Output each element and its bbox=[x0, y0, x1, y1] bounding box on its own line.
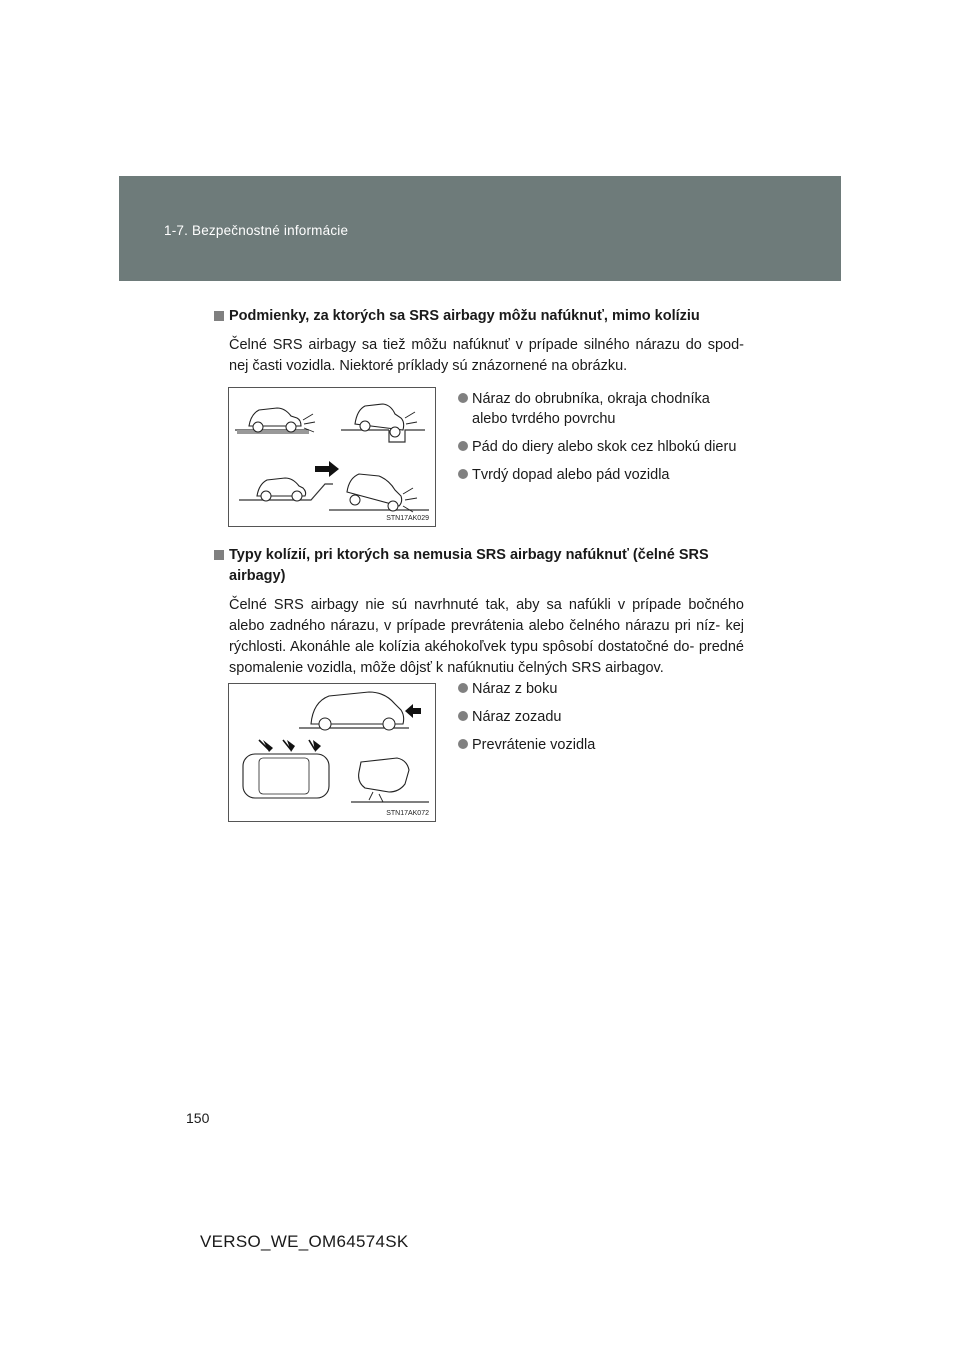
circle-bullet-icon bbox=[458, 469, 468, 479]
collision-types-illustration bbox=[229, 684, 435, 821]
figure-caption: STN17AK029 bbox=[386, 515, 429, 522]
square-bullet-icon bbox=[214, 311, 224, 321]
circle-bullet-icon bbox=[458, 441, 468, 451]
list-item-text: Náraz zozadu bbox=[472, 709, 562, 725]
page-number: 150 bbox=[186, 1110, 210, 1126]
list-item bbox=[458, 735, 748, 755]
square-bullet-icon bbox=[214, 550, 224, 560]
list-item bbox=[458, 389, 748, 429]
list-item-text: Pád do diery alebo skok cez hlbokú dieru bbox=[472, 439, 737, 455]
section-heading bbox=[214, 545, 744, 587]
list-item-text: Prevrátenie vozidla bbox=[472, 737, 596, 753]
section-heading bbox=[214, 306, 744, 327]
figure-collision-types bbox=[228, 683, 436, 822]
section-airbag-non-deployment bbox=[214, 545, 744, 679]
section-body-text: Čelné SRS airbagy sa tiež môžu nafúknuť v prípade silného nárazu do spod- nej časti vozidla. Niektoré príklady sú znázornené na obrázku. bbox=[229, 337, 744, 374]
circle-bullet-icon bbox=[458, 393, 468, 403]
section-heading-text: Podmienky, za ktorých sa SRS airbagy môžu nafúknuť, mimo kolíziu bbox=[229, 308, 700, 324]
impact-examples-list bbox=[458, 389, 748, 493]
section-heading-text: Typy kolízií, pri ktorých sa nemusia SRS airbagy nafúknuť (čelné SRS airbagy) bbox=[229, 547, 709, 584]
list-item-text: Náraz do obrubníka, okraja chodníka alebo tvrdého povrchu bbox=[472, 391, 710, 427]
section-airbag-conditions bbox=[214, 306, 744, 377]
figure-caption: STN17AK072 bbox=[386, 810, 429, 817]
chapter-header-band bbox=[119, 176, 841, 281]
circle-bullet-icon bbox=[458, 683, 468, 693]
list-item bbox=[458, 707, 748, 727]
collision-types-list bbox=[458, 679, 748, 763]
figure-impact-examples bbox=[228, 387, 436, 527]
list-item-text: Tvrdý dopad alebo pád vozidla bbox=[472, 467, 670, 483]
section-body-text: Čelné SRS airbagy nie sú navrhnuté tak, aby sa nafúkli v prípade bočného alebo zadného nárazu, v prípade prevrátenia alebo čelného nárazu pri níz- kej rýchlosti. Akonáhle ale kolízia akéhokoľvek typu spôsobí dostatočné do- predné spomalenie vozidla, môže dôjsť k nafúknutiu čelných SRS airbagov. bbox=[229, 597, 744, 676]
list-item-text: Náraz z boku bbox=[472, 681, 558, 697]
list-item bbox=[458, 679, 748, 699]
list-item bbox=[458, 437, 748, 457]
circle-bullet-icon bbox=[458, 711, 468, 721]
impact-examples-illustration bbox=[229, 388, 435, 526]
document-code: VERSO_WE_OM64574SK bbox=[200, 1232, 409, 1251]
circle-bullet-icon bbox=[458, 739, 468, 749]
list-item bbox=[458, 465, 748, 485]
chapter-title: 1-7. Bezpečnostné informácie bbox=[164, 223, 349, 238]
